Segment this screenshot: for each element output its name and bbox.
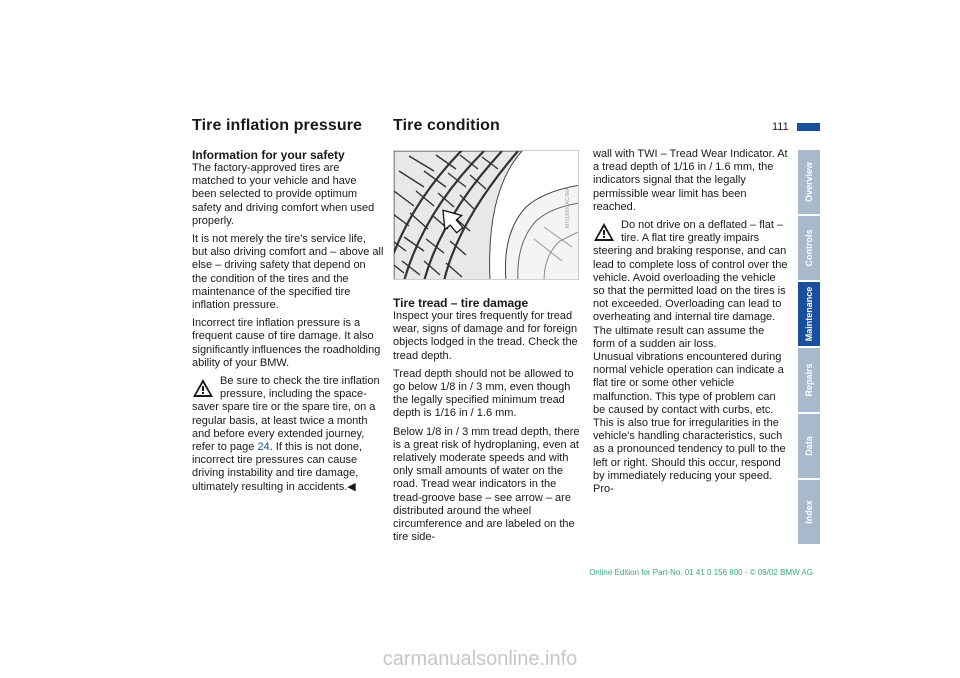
warning-block xyxy=(192,375,384,494)
tab-data[interactable] xyxy=(798,414,820,478)
tab-label: Index xyxy=(804,500,814,524)
paragraph: Incorrect tire inflation pressure is a frequent cause of tire damage. It also significantly influences the roadholding ability of your BMW. xyxy=(192,317,381,369)
paragraph: Inspect your tires frequently for tread wear, signs of damage and for foreign objects lodged in the tread. Check the tread depth. xyxy=(393,310,578,362)
tab-controls[interactable] xyxy=(798,216,820,280)
warning-text: Do not drive on a deflated – flat – tire. A flat tire greatly impairs steering and braking response, and can lead to complete loss of control over the vehicle. Avoid overloading the vehicle so that the permitted load on the tires is not exceeded. Overloading can lead to overheating and internal tire damage. xyxy=(593,219,788,324)
warning-text: Be sure to check the tire inflation pressure, including the space-saver spare tire or the spare tire, on a regular basis, at least twice a month and before every extended journey, refer to page xyxy=(192,375,380,454)
tab-label: Data xyxy=(804,436,814,456)
page-marker-bar xyxy=(797,123,820,131)
tire-tread-figure xyxy=(393,150,579,280)
tab-label: Controls xyxy=(804,229,814,267)
watermark: carmanualsonline.info xyxy=(382,648,578,670)
tab-maintenance[interactable] xyxy=(798,282,820,346)
tab-label: Overview xyxy=(804,161,814,203)
warning-text-end: . If this is not done, incorrect tire pressures can cause driving instability and tire damage, ultimately resulting in accidents.◀ xyxy=(192,441,363,493)
column-tire-tread xyxy=(393,296,585,549)
figure-code: MV02000AC/MA xyxy=(565,187,571,228)
section-title-tire-inflation: Tire inflation pressure xyxy=(192,117,363,134)
warning-triangle-icon xyxy=(192,378,214,398)
warning-block xyxy=(593,219,789,325)
section-title-tire-condition: Tire condition xyxy=(393,117,500,134)
tab-index[interactable] xyxy=(798,480,820,544)
heading-tire-tread: Tire tread – tire damage xyxy=(393,296,529,310)
column-inflation-pressure xyxy=(192,148,384,499)
heading-safety-info: Information for your safety xyxy=(192,148,345,162)
tab-repairs[interactable] xyxy=(798,348,820,412)
footer-edition-note: Online Edition for Part-No. 01 41 0 156 800 - © 09/02 BMW AG xyxy=(589,568,813,577)
page-link-24[interactable]: 24 xyxy=(257,441,270,454)
page-number: 111 xyxy=(772,121,789,133)
tire-illustration xyxy=(394,151,579,280)
warning-triangle-icon xyxy=(593,222,615,242)
paragraph: It is not merely the tire's service life, but also driving comfort and – above all else – driving safety that depend on the condition of the tires and the maintenance of the specified tire inflation pressure. xyxy=(192,233,384,312)
paragraph: Tread depth should not be allowed to go below 1/8 in / 3 mm, even though the legally specified minimum tread depth is 1/16 in / 1.6 mm. xyxy=(393,367,574,420)
paragraph: wall with TWI – Tread Wear Indicator. At a tread depth of 1/16 in / 1.6 mm, the indicators signal that the legally permissible wear limit has been reached. xyxy=(593,148,788,213)
tab-label: Maintenance xyxy=(804,286,814,342)
tab-overview[interactable] xyxy=(798,150,820,214)
paragraph: The ultimate result can assume the form of a sudden air loss. xyxy=(593,324,765,350)
paragraph: Below 1/8 in / 3 mm tread depth, there is a great risk of hydroplaning, even at relatively moderate speeds and with only small amounts of water on the road. Tread wear indicators in the tread-groove base – see arrow – are distributed around the wheel circumference and are labeled on the tire side- xyxy=(393,425,580,544)
column-tire-damage xyxy=(593,148,789,501)
paragraph: Unusual vibrations encountered during normal vehicle operation can indicate a flat tire or some other vehicle malfunction. This type of problem can be caused by contact with curbs, etc. This is also true for irregularities in the vehicle's handling characteristics, such as a pronounced tendency to pull to the left or right. Should this occur, respond by immediately reducing your speed. Pro- xyxy=(593,351,786,496)
tab-label: Repairs xyxy=(804,363,814,397)
paragraph: The factory-approved tires are matched to your vehicle and have been selected to provide optimum safety and driving comfort when used properly. xyxy=(192,162,375,227)
